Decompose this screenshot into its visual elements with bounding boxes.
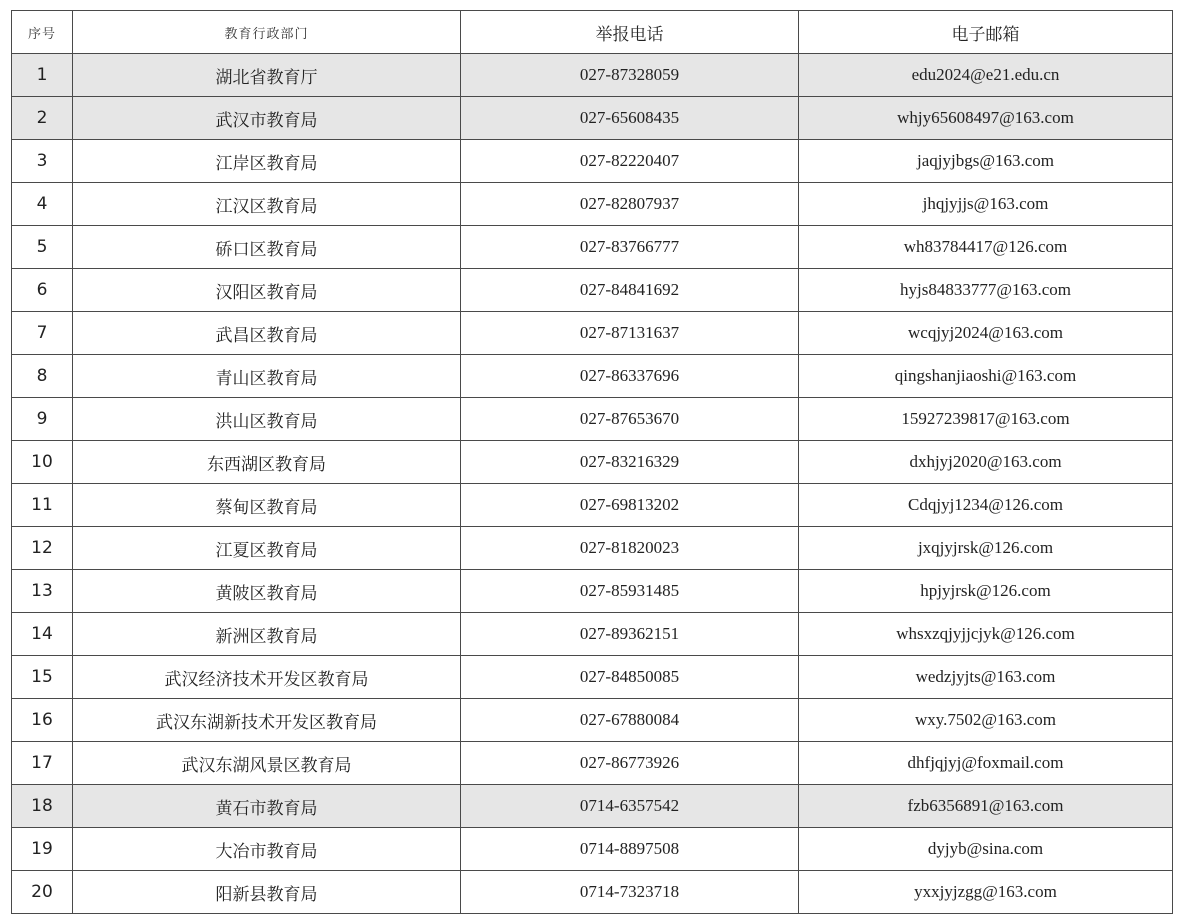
- cell-index: 19: [12, 828, 73, 871]
- cell-department: 汉阳区教育局: [73, 269, 461, 312]
- header-phone: 举报电话: [461, 11, 799, 54]
- cell-email: yxxjyjzgg@163.com: [799, 871, 1173, 914]
- cell-department: 武昌区教育局: [73, 312, 461, 355]
- cell-department: 黄陂区教育局: [73, 570, 461, 613]
- header-index: 序号: [12, 11, 73, 54]
- cell-department: 洪山区教育局: [73, 398, 461, 441]
- report-contacts-table: [11, 10, 1173, 914]
- cell-phone: 027-69813202: [461, 484, 799, 527]
- cell-email: dyjyb@sina.com: [799, 828, 1173, 871]
- cell-index: 12: [12, 527, 73, 570]
- cell-department: 江岸区教育局: [73, 140, 461, 183]
- cell-email: whjy65608497@163.com: [799, 97, 1173, 140]
- cell-index: 11: [12, 484, 73, 527]
- header-row: [12, 11, 1173, 54]
- table-row: [12, 441, 1173, 484]
- table-row: [12, 183, 1173, 226]
- table-row: [12, 527, 1173, 570]
- cell-email: hyjs84833777@163.com: [799, 269, 1173, 312]
- cell-email: jhqjyjjs@163.com: [799, 183, 1173, 226]
- table-row: [12, 785, 1173, 828]
- cell-index: 5: [12, 226, 73, 269]
- cell-phone: 027-81820023: [461, 527, 799, 570]
- table-row: [12, 613, 1173, 656]
- cell-index: 9: [12, 398, 73, 441]
- table-header: [12, 11, 1173, 54]
- cell-phone: 027-86773926: [461, 742, 799, 785]
- cell-index: 4: [12, 183, 73, 226]
- table-row: [12, 484, 1173, 527]
- cell-index: 13: [12, 570, 73, 613]
- table-row: [12, 226, 1173, 269]
- table-row: [12, 656, 1173, 699]
- table-row: [12, 570, 1173, 613]
- cell-department: 蔡甸区教育局: [73, 484, 461, 527]
- cell-email: 15927239817@163.com: [799, 398, 1173, 441]
- cell-index: 8: [12, 355, 73, 398]
- cell-phone: 027-87131637: [461, 312, 799, 355]
- cell-phone: 027-65608435: [461, 97, 799, 140]
- cell-department: 新洲区教育局: [73, 613, 461, 656]
- cell-department: 武汉东湖风景区教育局: [73, 742, 461, 785]
- cell-phone: 027-84841692: [461, 269, 799, 312]
- cell-phone: 027-85931485: [461, 570, 799, 613]
- cell-index: 6: [12, 269, 73, 312]
- cell-index: 20: [12, 871, 73, 914]
- cell-email: jxqjyjrsk@126.com: [799, 527, 1173, 570]
- table-row: [12, 871, 1173, 914]
- cell-phone: 027-84850085: [461, 656, 799, 699]
- table-row: [12, 699, 1173, 742]
- cell-email: fzb6356891@163.com: [799, 785, 1173, 828]
- table-row: [12, 269, 1173, 312]
- cell-email: Cdqjyj1234@126.com: [799, 484, 1173, 527]
- cell-phone: 027-82807937: [461, 183, 799, 226]
- cell-phone: 027-89362151: [461, 613, 799, 656]
- table-row: [12, 398, 1173, 441]
- header-department: 教育行政部门: [73, 11, 461, 54]
- cell-email: whsxzqjyjjcjyk@126.com: [799, 613, 1173, 656]
- cell-index: 10: [12, 441, 73, 484]
- cell-index: 17: [12, 742, 73, 785]
- table-row: [12, 140, 1173, 183]
- cell-phone: 0714-8897508: [461, 828, 799, 871]
- cell-email: edu2024@e21.edu.cn: [799, 54, 1173, 97]
- cell-index: 7: [12, 312, 73, 355]
- cell-phone: 027-87328059: [461, 54, 799, 97]
- cell-department: 阳新县教育局: [73, 871, 461, 914]
- cell-department: 武汉市教育局: [73, 97, 461, 140]
- cell-department: 湖北省教育厅: [73, 54, 461, 97]
- cell-phone: 027-83766777: [461, 226, 799, 269]
- cell-phone: 027-87653670: [461, 398, 799, 441]
- header-email: 电子邮箱: [799, 11, 1173, 54]
- cell-phone: 027-83216329: [461, 441, 799, 484]
- cell-phone: 027-67880084: [461, 699, 799, 742]
- cell-phone: 0714-7323718: [461, 871, 799, 914]
- cell-index: 2: [12, 97, 73, 140]
- cell-index: 1: [12, 54, 73, 97]
- cell-department: 东西湖区教育局: [73, 441, 461, 484]
- cell-phone: 0714-6357542: [461, 785, 799, 828]
- cell-index: 3: [12, 140, 73, 183]
- table-row: [12, 54, 1173, 97]
- cell-department: 青山区教育局: [73, 355, 461, 398]
- cell-index: 18: [12, 785, 73, 828]
- table-row: [12, 742, 1173, 785]
- cell-department: 江夏区教育局: [73, 527, 461, 570]
- table-row: [12, 312, 1173, 355]
- cell-email: qingshanjiaoshi@163.com: [799, 355, 1173, 398]
- cell-email: wcqjyj2024@163.com: [799, 312, 1173, 355]
- cell-department: 黄石市教育局: [73, 785, 461, 828]
- cell-department: 武汉东湖新技术开发区教育局: [73, 699, 461, 742]
- cell-email: wh83784417@126.com: [799, 226, 1173, 269]
- cell-phone: 027-82220407: [461, 140, 799, 183]
- cell-email: wedzjyjts@163.com: [799, 656, 1173, 699]
- cell-department: 武汉经济技术开发区教育局: [73, 656, 461, 699]
- table-row: [12, 828, 1173, 871]
- table-body: [12, 54, 1173, 914]
- cell-email: jaqjyjbgs@163.com: [799, 140, 1173, 183]
- cell-index: 16: [12, 699, 73, 742]
- cell-phone: 027-86337696: [461, 355, 799, 398]
- table-row: [12, 97, 1173, 140]
- report-contacts-table-container: [11, 10, 1172, 914]
- table-row: [12, 355, 1173, 398]
- cell-email: dxhjyj2020@163.com: [799, 441, 1173, 484]
- cell-department: 大冶市教育局: [73, 828, 461, 871]
- cell-email: dhfjqjyj@foxmail.com: [799, 742, 1173, 785]
- cell-email: hpjyjrsk@126.com: [799, 570, 1173, 613]
- cell-index: 15: [12, 656, 73, 699]
- cell-index: 14: [12, 613, 73, 656]
- cell-department: 硚口区教育局: [73, 226, 461, 269]
- cell-email: wxy.7502@163.com: [799, 699, 1173, 742]
- cell-department: 江汉区教育局: [73, 183, 461, 226]
